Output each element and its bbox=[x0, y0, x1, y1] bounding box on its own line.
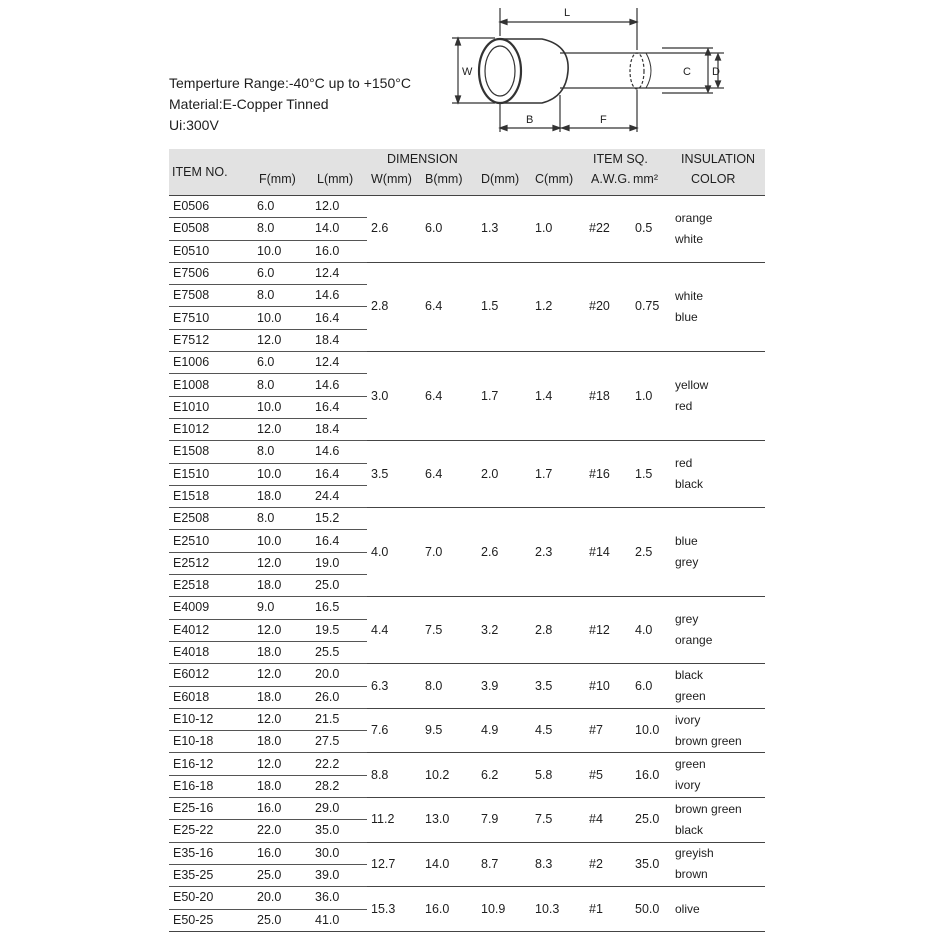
cell-item: E1008 bbox=[169, 374, 253, 396]
cell-awg: #4 bbox=[585, 798, 631, 843]
cell-item: E1518 bbox=[169, 485, 253, 507]
cell-f: 12.0 bbox=[253, 753, 311, 775]
color-name: orange bbox=[675, 210, 713, 225]
cell-mm2: 4.0 bbox=[631, 597, 675, 664]
cell-item: E6012 bbox=[169, 664, 253, 686]
cell-l: 12.0 bbox=[311, 196, 367, 218]
cell-f: 6.0 bbox=[253, 352, 311, 374]
cell-w: 7.6 bbox=[367, 708, 421, 753]
cell-f: 16.0 bbox=[253, 842, 311, 864]
cell-f: 25.0 bbox=[253, 864, 311, 886]
cell-w: 6.3 bbox=[367, 664, 421, 709]
cell-f: 18.0 bbox=[253, 731, 311, 753]
cell-d: 6.2 bbox=[477, 753, 531, 798]
cell-insulation-color bbox=[675, 708, 765, 753]
cell-item: E50-20 bbox=[169, 887, 253, 909]
cell-f: 12.0 bbox=[253, 418, 311, 440]
cell-l: 35.0 bbox=[311, 820, 367, 842]
cell-l: 21.5 bbox=[311, 708, 367, 730]
cell-f: 18.0 bbox=[253, 775, 311, 797]
cell-mm2: 1.0 bbox=[631, 352, 675, 441]
table-row bbox=[169, 196, 765, 218]
cell-item: E0506 bbox=[169, 196, 253, 218]
cell-f: 25.0 bbox=[253, 909, 311, 931]
cell-item: E50-25 bbox=[169, 909, 253, 931]
cell-item: E16-12 bbox=[169, 753, 253, 775]
cell-f: 18.0 bbox=[253, 485, 311, 507]
cell-item: E10-18 bbox=[169, 731, 253, 753]
cell-item: E7506 bbox=[169, 262, 253, 284]
header-mm2: mm² bbox=[631, 169, 675, 196]
cell-l: 16.4 bbox=[311, 396, 367, 418]
cell-w: 11.2 bbox=[367, 798, 421, 843]
cell-l: 14.6 bbox=[311, 441, 367, 463]
cell-w: 2.6 bbox=[367, 196, 421, 263]
color-name: olive bbox=[675, 901, 700, 916]
cell-f: 18.0 bbox=[253, 641, 311, 663]
table-body bbox=[169, 196, 765, 932]
cell-w: 3.5 bbox=[367, 441, 421, 508]
cell-item: E7512 bbox=[169, 329, 253, 351]
header-insulation: INSULATION bbox=[675, 149, 765, 169]
cell-insulation-color bbox=[675, 664, 765, 709]
cell-mm2: 1.5 bbox=[631, 441, 675, 508]
cell-d: 10.9 bbox=[477, 887, 531, 932]
color-name: greyish bbox=[675, 846, 714, 861]
table-row bbox=[169, 753, 765, 775]
color-name: brown green bbox=[675, 733, 742, 748]
cell-l: 15.2 bbox=[311, 508, 367, 530]
cell-insulation-color bbox=[675, 597, 765, 664]
cell-d: 8.7 bbox=[477, 842, 531, 887]
cell-d: 3.2 bbox=[477, 597, 531, 664]
color-name: red bbox=[675, 456, 693, 471]
cell-l: 14.0 bbox=[311, 218, 367, 240]
table-row bbox=[169, 597, 765, 619]
cell-b: 10.2 bbox=[421, 753, 477, 798]
cell-item: E2518 bbox=[169, 575, 253, 597]
cell-mm2: 2.5 bbox=[631, 508, 675, 597]
cell-c: 1.0 bbox=[531, 196, 585, 263]
cell-f: 22.0 bbox=[253, 820, 311, 842]
cell-item: E2512 bbox=[169, 552, 253, 574]
cell-mm2: 50.0 bbox=[631, 887, 675, 932]
label-F: F bbox=[600, 114, 607, 126]
header-item-no: ITEM NO. bbox=[169, 149, 253, 196]
color-name: blue bbox=[675, 309, 698, 324]
cell-item: E1006 bbox=[169, 352, 253, 374]
cell-l: 16.4 bbox=[311, 530, 367, 552]
cell-f: 10.0 bbox=[253, 463, 311, 485]
cell-awg: #7 bbox=[585, 708, 631, 753]
cell-b: 14.0 bbox=[421, 842, 477, 887]
cell-awg: #2 bbox=[585, 842, 631, 887]
cell-w: 3.0 bbox=[367, 352, 421, 441]
cell-insulation-color bbox=[675, 196, 765, 263]
cell-insulation-color bbox=[675, 508, 765, 597]
cell-l: 30.0 bbox=[311, 842, 367, 864]
header-c: C(mm) bbox=[531, 169, 585, 196]
cell-mm2: 25.0 bbox=[631, 798, 675, 843]
voltage-rating: Ui:300V bbox=[169, 117, 219, 133]
color-name: orange bbox=[675, 633, 713, 648]
cell-b: 6.4 bbox=[421, 262, 477, 351]
cell-b: 7.0 bbox=[421, 508, 477, 597]
cell-item: E35-16 bbox=[169, 842, 253, 864]
cell-awg: #12 bbox=[585, 597, 631, 664]
cell-b: 9.5 bbox=[421, 708, 477, 753]
cell-l: 19.0 bbox=[311, 552, 367, 574]
cell-b: 7.5 bbox=[421, 597, 477, 664]
cell-mm2: 35.0 bbox=[631, 842, 675, 887]
ferrule-spec-table bbox=[169, 149, 765, 932]
cell-f: 6.0 bbox=[253, 262, 311, 284]
ferrule-dimension-diagram bbox=[440, 0, 930, 140]
specifications bbox=[169, 73, 411, 136]
cell-item: E4009 bbox=[169, 597, 253, 619]
cell-l: 12.4 bbox=[311, 262, 367, 284]
cell-item: E25-16 bbox=[169, 798, 253, 820]
cell-mm2: 10.0 bbox=[631, 708, 675, 753]
cell-w: 2.8 bbox=[367, 262, 421, 351]
cell-insulation-color bbox=[675, 262, 765, 351]
cell-b: 16.0 bbox=[421, 887, 477, 932]
color-name: green bbox=[675, 689, 706, 704]
cell-l: 27.5 bbox=[311, 731, 367, 753]
color-name: black bbox=[675, 477, 704, 492]
cell-awg: #18 bbox=[585, 352, 631, 441]
cell-f: 9.0 bbox=[253, 597, 311, 619]
cell-awg: #5 bbox=[585, 753, 631, 798]
cell-l: 25.5 bbox=[311, 641, 367, 663]
cell-d: 3.9 bbox=[477, 664, 531, 709]
cell-awg: #10 bbox=[585, 664, 631, 709]
color-name: green bbox=[675, 757, 706, 772]
label-B: B bbox=[526, 114, 534, 126]
cell-l: 29.0 bbox=[311, 798, 367, 820]
cell-c: 2.8 bbox=[531, 597, 585, 664]
cell-b: 8.0 bbox=[421, 664, 477, 709]
color-name: yellow bbox=[675, 378, 709, 393]
temperature-range: Temperture Range:-40°C up to +150°C bbox=[169, 75, 411, 91]
cell-c: 5.8 bbox=[531, 753, 585, 798]
cell-d: 1.3 bbox=[477, 196, 531, 263]
color-name: ivory bbox=[675, 778, 701, 793]
cell-item: E1508 bbox=[169, 441, 253, 463]
header-d: D(mm) bbox=[477, 169, 531, 196]
header-b: B(mm) bbox=[421, 169, 477, 196]
cell-b: 6.4 bbox=[421, 441, 477, 508]
cell-f: 10.0 bbox=[253, 396, 311, 418]
table-row bbox=[169, 262, 765, 284]
cell-item: E7510 bbox=[169, 307, 253, 329]
cell-f: 12.0 bbox=[253, 664, 311, 686]
cell-awg: #14 bbox=[585, 508, 631, 597]
cell-d: 1.7 bbox=[477, 352, 531, 441]
cell-l: 18.4 bbox=[311, 418, 367, 440]
cell-f: 8.0 bbox=[253, 285, 311, 307]
cell-awg: #20 bbox=[585, 262, 631, 351]
cell-f: 6.0 bbox=[253, 196, 311, 218]
cell-item: E4012 bbox=[169, 619, 253, 641]
header-dimension: DIMENSION bbox=[367, 149, 531, 169]
ferrule-drawing bbox=[440, 0, 930, 140]
cell-c: 1.4 bbox=[531, 352, 585, 441]
cell-l: 26.0 bbox=[311, 686, 367, 708]
cell-f: 8.0 bbox=[253, 508, 311, 530]
cell-l: 16.4 bbox=[311, 463, 367, 485]
cell-f: 8.0 bbox=[253, 374, 311, 396]
cell-c: 8.3 bbox=[531, 842, 585, 887]
cell-l: 16.0 bbox=[311, 240, 367, 262]
cell-item: E0508 bbox=[169, 218, 253, 240]
cell-item: E2510 bbox=[169, 530, 253, 552]
cell-d: 2.0 bbox=[477, 441, 531, 508]
cell-c: 10.3 bbox=[531, 887, 585, 932]
cell-c: 3.5 bbox=[531, 664, 585, 709]
color-name: red bbox=[675, 399, 693, 414]
label-L: L bbox=[564, 7, 571, 19]
cell-l: 16.5 bbox=[311, 597, 367, 619]
cell-insulation-color bbox=[675, 441, 765, 508]
cell-l: 18.4 bbox=[311, 329, 367, 351]
cell-item: E2508 bbox=[169, 508, 253, 530]
header-l: L(mm) bbox=[311, 169, 367, 196]
cell-item: E1010 bbox=[169, 396, 253, 418]
cell-f: 8.0 bbox=[253, 441, 311, 463]
cell-mm2: 6.0 bbox=[631, 664, 675, 709]
cell-insulation-color bbox=[675, 352, 765, 441]
cell-c: 7.5 bbox=[531, 798, 585, 843]
cell-l: 41.0 bbox=[311, 909, 367, 931]
cell-l: 24.4 bbox=[311, 485, 367, 507]
cell-item: E25-22 bbox=[169, 820, 253, 842]
color-name: blue bbox=[675, 534, 698, 549]
cell-item: E1510 bbox=[169, 463, 253, 485]
cell-f: 10.0 bbox=[253, 530, 311, 552]
table-row bbox=[169, 708, 765, 730]
header-f: F(mm) bbox=[253, 169, 311, 196]
cell-c: 4.5 bbox=[531, 708, 585, 753]
table-row bbox=[169, 887, 765, 909]
cell-item: E10-12 bbox=[169, 708, 253, 730]
cell-item: E0510 bbox=[169, 240, 253, 262]
color-name: brown bbox=[675, 867, 708, 882]
cell-l: 12.4 bbox=[311, 352, 367, 374]
cell-l: 25.0 bbox=[311, 575, 367, 597]
cell-f: 18.0 bbox=[253, 575, 311, 597]
table-row bbox=[169, 842, 765, 864]
cell-item: E35-25 bbox=[169, 864, 253, 886]
color-name: white bbox=[675, 288, 704, 303]
label-D: D bbox=[712, 66, 720, 78]
color-name: black bbox=[675, 668, 704, 683]
cell-f: 8.0 bbox=[253, 218, 311, 240]
color-name: brown green bbox=[675, 801, 742, 816]
cell-f: 12.0 bbox=[253, 708, 311, 730]
cell-f: 12.0 bbox=[253, 329, 311, 351]
cell-insulation-color bbox=[675, 887, 765, 932]
cell-c: 2.3 bbox=[531, 508, 585, 597]
cell-d: 1.5 bbox=[477, 262, 531, 351]
cell-f: 20.0 bbox=[253, 887, 311, 909]
cell-item: E4018 bbox=[169, 641, 253, 663]
cell-mm2: 0.5 bbox=[631, 196, 675, 263]
material: Material:E-Copper Tinned bbox=[169, 96, 329, 112]
cell-item: E1012 bbox=[169, 418, 253, 440]
cell-f: 18.0 bbox=[253, 686, 311, 708]
cell-l: 28.2 bbox=[311, 775, 367, 797]
cell-insulation-color bbox=[675, 798, 765, 843]
cell-insulation-color bbox=[675, 753, 765, 798]
table-row bbox=[169, 664, 765, 686]
cell-item: E7508 bbox=[169, 285, 253, 307]
cell-l: 14.6 bbox=[311, 374, 367, 396]
cell-d: 7.9 bbox=[477, 798, 531, 843]
header-awg: A.W.G. bbox=[585, 169, 631, 196]
cell-c: 1.7 bbox=[531, 441, 585, 508]
cell-mm2: 16.0 bbox=[631, 753, 675, 798]
header-w: W(mm) bbox=[367, 169, 421, 196]
header-color: COLOR bbox=[675, 169, 765, 196]
cell-w: 12.7 bbox=[367, 842, 421, 887]
cell-l: 19.5 bbox=[311, 619, 367, 641]
cell-w: 4.0 bbox=[367, 508, 421, 597]
color-name: grey bbox=[675, 555, 699, 570]
cell-insulation-color bbox=[675, 842, 765, 887]
table-row bbox=[169, 352, 765, 374]
table-row bbox=[169, 798, 765, 820]
label-C: C bbox=[683, 66, 691, 78]
cell-item: E6018 bbox=[169, 686, 253, 708]
cell-awg: #22 bbox=[585, 196, 631, 263]
cell-b: 6.0 bbox=[421, 196, 477, 263]
header-item-sq: ITEM SQ. bbox=[585, 149, 675, 169]
cell-d: 4.9 bbox=[477, 708, 531, 753]
table-row bbox=[169, 441, 765, 463]
color-name: white bbox=[675, 231, 704, 246]
cell-w: 4.4 bbox=[367, 597, 421, 664]
color-name: grey bbox=[675, 612, 699, 627]
cell-w: 8.8 bbox=[367, 753, 421, 798]
cell-f: 12.0 bbox=[253, 619, 311, 641]
cell-b: 6.4 bbox=[421, 352, 477, 441]
cell-d: 2.6 bbox=[477, 508, 531, 597]
cell-awg: #1 bbox=[585, 887, 631, 932]
label-W: W bbox=[462, 66, 473, 78]
cell-l: 14.6 bbox=[311, 285, 367, 307]
cell-l: 16.4 bbox=[311, 307, 367, 329]
cell-l: 22.2 bbox=[311, 753, 367, 775]
cell-f: 12.0 bbox=[253, 552, 311, 574]
cell-c: 1.2 bbox=[531, 262, 585, 351]
table-row bbox=[169, 508, 765, 530]
cell-l: 20.0 bbox=[311, 664, 367, 686]
cell-l: 39.0 bbox=[311, 864, 367, 886]
cell-awg: #16 bbox=[585, 441, 631, 508]
cell-l: 36.0 bbox=[311, 887, 367, 909]
cell-f: 16.0 bbox=[253, 798, 311, 820]
cell-mm2: 0.75 bbox=[631, 262, 675, 351]
color-name: ivory bbox=[675, 712, 701, 727]
cell-f: 10.0 bbox=[253, 307, 311, 329]
cell-item: E16-18 bbox=[169, 775, 253, 797]
cell-w: 15.3 bbox=[367, 887, 421, 932]
cell-b: 13.0 bbox=[421, 798, 477, 843]
cell-f: 10.0 bbox=[253, 240, 311, 262]
color-name: black bbox=[675, 822, 704, 837]
